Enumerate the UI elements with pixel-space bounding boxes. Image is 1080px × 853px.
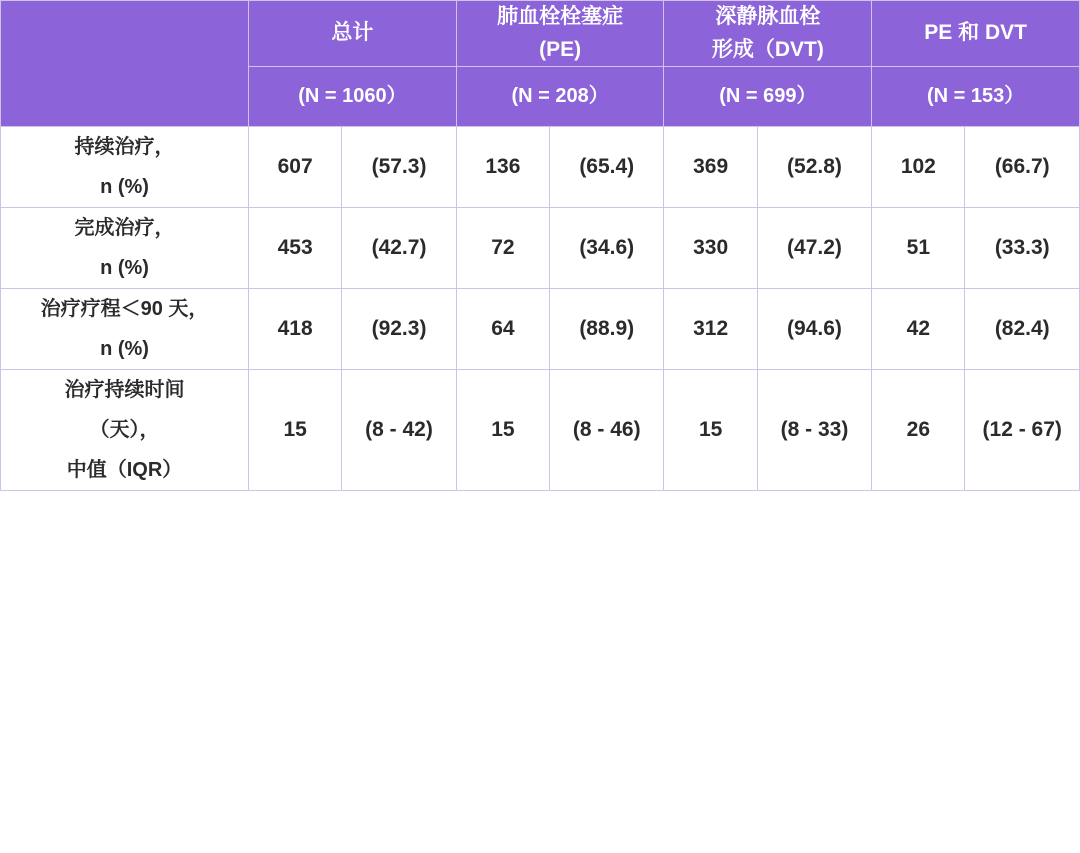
cell-pe-iqr: (8 - 46) bbox=[550, 370, 664, 491]
header-n-total: (N = 1060） bbox=[249, 67, 457, 127]
header-group-pe-and-dvt-line1: PE 和 DVT bbox=[924, 21, 1027, 45]
cell-dvt-n: 15 bbox=[664, 370, 757, 491]
row-label-line1: 治疗疗程＜90 天， bbox=[40, 298, 209, 321]
table-row bbox=[1, 208, 1080, 289]
header-group-total bbox=[249, 1, 457, 67]
cell-total-iqr: (8 - 42) bbox=[342, 370, 456, 491]
row-label-line2: n (%) bbox=[100, 257, 149, 280]
table-row bbox=[1, 289, 1080, 370]
cell-dvt-n: 312 bbox=[664, 289, 757, 370]
header-corner-cell bbox=[1, 1, 249, 127]
table-row bbox=[1, 127, 1080, 208]
cell-pedvt-n: 102 bbox=[872, 127, 965, 208]
cell-pe-pct: (88.9) bbox=[550, 289, 664, 370]
row-label-line2: n (%) bbox=[100, 338, 149, 361]
header-group-pe bbox=[456, 1, 664, 67]
cell-dvt-n: 369 bbox=[664, 127, 757, 208]
cell-total-pct: (42.7) bbox=[342, 208, 456, 289]
cell-total-n: 418 bbox=[249, 289, 342, 370]
cell-total-n: 15 bbox=[249, 370, 342, 491]
header-group-pe-line1: 肺血栓栓塞症 bbox=[497, 5, 624, 28]
cell-pe-n: 72 bbox=[456, 208, 549, 289]
cell-pedvt-n: 51 bbox=[872, 208, 965, 289]
header-group-dvt-line2: 形成（DVT) bbox=[711, 37, 824, 61]
header-group-pe-and-dvt bbox=[872, 1, 1080, 67]
cell-pedvt-pct: (66.7) bbox=[965, 127, 1080, 208]
row-label-line1: 治疗持续时间 bbox=[64, 379, 185, 402]
row-label-line2: n (%) bbox=[100, 176, 149, 199]
header-group-total-line1: 总计 bbox=[331, 21, 374, 45]
cell-pedvt-n: 42 bbox=[872, 289, 965, 370]
row-label-line3: 中值（IQR） bbox=[66, 459, 183, 482]
header-group-dvt-line1: 深静脉血栓 bbox=[715, 5, 821, 28]
header-n-dvt: (N = 699） bbox=[664, 67, 872, 127]
cell-pe-n: 136 bbox=[456, 127, 549, 208]
header-n-pe: (N = 208） bbox=[456, 67, 664, 127]
cell-total-n: 453 bbox=[249, 208, 342, 289]
table-row bbox=[1, 370, 1080, 491]
cell-total-pct: (92.3) bbox=[342, 289, 456, 370]
cell-pe-pct: (65.4) bbox=[550, 127, 664, 208]
row-label-ongoing-treatment bbox=[1, 127, 249, 208]
cell-pedvt-pct: (82.4) bbox=[965, 289, 1080, 370]
cell-total-n: 607 bbox=[249, 127, 342, 208]
cell-dvt-pct: (47.2) bbox=[757, 208, 871, 289]
cell-dvt-n: 330 bbox=[664, 208, 757, 289]
cell-dvt-iqr: (8 - 33) bbox=[757, 370, 871, 491]
cell-pe-pct: (34.6) bbox=[550, 208, 664, 289]
cell-pedvt-n: 26 bbox=[872, 370, 965, 491]
header-n-pe-and-dvt: (N = 153） bbox=[872, 67, 1080, 127]
cell-pedvt-iqr: (12 - 67) bbox=[965, 370, 1080, 491]
cell-total-pct: (57.3) bbox=[342, 127, 456, 208]
row-label-duration-under-90-days bbox=[1, 289, 249, 370]
row-label-line1: 完成治疗， bbox=[74, 217, 175, 240]
row-label-completed-treatment bbox=[1, 208, 249, 289]
row-label-line1: 持续治疗， bbox=[74, 136, 175, 159]
cell-dvt-pct: (94.6) bbox=[757, 289, 871, 370]
cell-pe-n: 15 bbox=[456, 370, 549, 491]
header-group-pe-line2: (PE) bbox=[539, 37, 582, 61]
cell-pedvt-pct: (33.3) bbox=[965, 208, 1080, 289]
row-label-treatment-duration-median bbox=[1, 370, 249, 491]
cell-dvt-pct: (52.8) bbox=[757, 127, 871, 208]
row-label-line2: （天）， bbox=[89, 419, 160, 442]
cell-pe-n: 64 bbox=[456, 289, 549, 370]
header-group-dvt bbox=[664, 1, 872, 67]
table-header-row-groups bbox=[1, 1, 1080, 67]
